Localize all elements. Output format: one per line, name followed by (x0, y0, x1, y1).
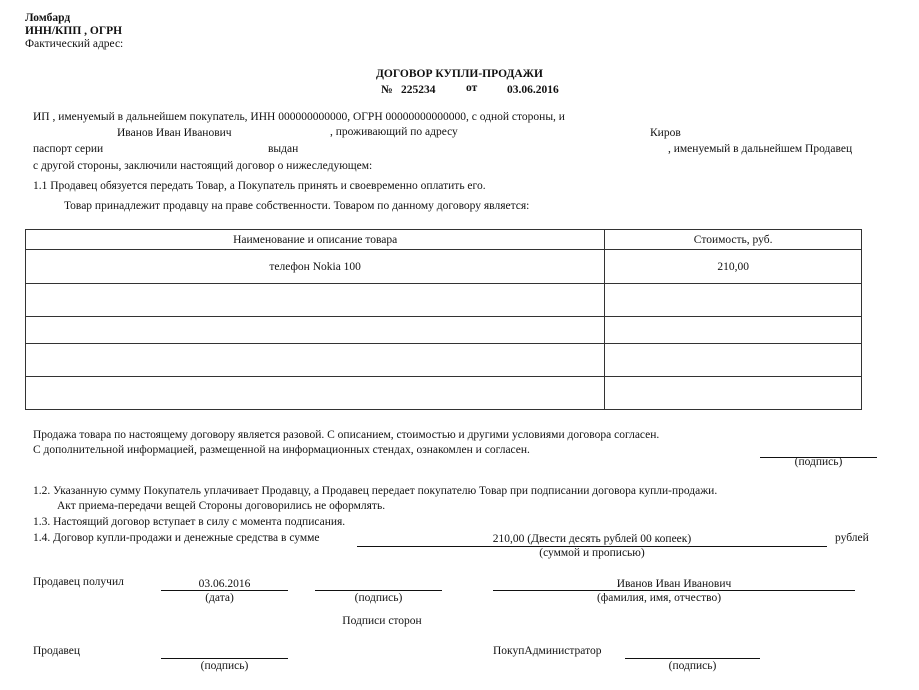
item-description (26, 317, 605, 344)
amount-caption: (суммой и прописью) (539, 547, 645, 559)
table-header-row (26, 230, 862, 250)
header-price: Стоимость, руб. (605, 230, 862, 250)
passport-label: паспорт серии (33, 143, 104, 155)
received-name: Иванов Иван Иванович (616, 578, 732, 590)
seller-received-label: Продавец получил (33, 576, 124, 588)
seller-suffix: , именуемый в дальнейшем Продавец (668, 143, 853, 155)
seller-signature-label: Продавец (33, 645, 81, 657)
intro-agreement-line: с другой стороны, заключили настоящий договор о нижеследующем: (33, 160, 373, 172)
clause-1-2: 1.2. Указанную сумму Покупатель уплачивает Продавцу, а Продавец передает покупателю Товар при подписании договора купли-продажи. (33, 485, 718, 497)
seller-signature-caption: (подпись) (200, 660, 249, 672)
goods-table (25, 229, 862, 410)
buyer-signature-line (625, 658, 760, 659)
received-name-caption: (фамилия, имя, отчество) (596, 592, 722, 604)
contract-date: 03.06.2016 (507, 84, 559, 96)
received-signature-caption: (подпись) (354, 592, 403, 604)
received-date: 03.06.2016 (198, 578, 251, 590)
header-description: Наименование и описание товара (26, 230, 605, 250)
item-description: телефон Nokia 100 (26, 250, 605, 284)
item-description (26, 377, 605, 410)
address-label: Фактический адрес: (25, 38, 124, 50)
table-row (26, 344, 862, 377)
org-name: Ломбард (25, 12, 71, 24)
terms-line-2: С дополнительной информацией, размещенной на информационных стендах, ознакомлен и согласен. (33, 444, 530, 456)
item-description (26, 284, 605, 317)
terms-signature-caption: (подпись) (794, 456, 843, 468)
terms-line-1: Продажа товара по настоящему договору является разовой. С описанием, стоимостью и другими условиями договора согласен. (33, 429, 660, 441)
item-description (26, 344, 605, 377)
table-row (26, 284, 862, 317)
buyer-signature-label: ПокупАдминистратор (493, 645, 602, 657)
act-line: Акт приема-передачи вещей Стороны договорились не оформлять. (57, 500, 386, 512)
signatures-heading: Подписи сторон (342, 615, 422, 627)
table-row (26, 377, 862, 410)
number-label: № (381, 84, 393, 96)
received-signature-line (315, 590, 442, 591)
document-title: ДОГОВОР КУПЛИ-ПРОДАЖИ (376, 68, 543, 80)
contract-number: 225234 (401, 84, 436, 96)
item-price (605, 377, 862, 410)
clause-1-3: 1.3. Настоящий договор вступает в силу с момента подписания. (33, 516, 346, 528)
currency-label: рублей (835, 532, 869, 544)
item-price (605, 284, 862, 317)
table-row (26, 250, 862, 284)
amount-value: 210,00 (Двести десять рублей 00 копеек) (492, 533, 692, 545)
ownership-line: Товар принадлежит продавцу на праве собственности. Товаром по данному договору является: (64, 200, 530, 212)
seller-signature-line (161, 658, 288, 659)
residing-label: , проживающий по адресу (330, 126, 458, 138)
seller-city: Киров (650, 127, 681, 139)
from-label: от (466, 82, 478, 94)
clause-1-1: 1.1 Продавец обязуется передать Товар, а Покупатель принять и своевременно оплатить его. (33, 180, 486, 192)
issued-label: выдан (268, 143, 299, 155)
item-price: 210,00 (605, 250, 862, 284)
item-price (605, 317, 862, 344)
clause-1-4-label: 1.4. Договор купли-продажи и денежные средства в сумме (33, 532, 320, 544)
table-row (26, 317, 862, 344)
received-date-caption: (дата) (205, 592, 234, 604)
buyer-signature-caption: (подпись) (668, 660, 717, 672)
inn-kpp-ogrn: ИНН/КПП , ОГРН (25, 25, 123, 37)
intro-buyer-line: ИП , именуемый в дальнейшем покупатель, ИНН 000000000000, ОГРН 00000000000000, с одной стороны, и (33, 111, 565, 123)
item-price (605, 344, 862, 377)
seller-name: Иванов Иван Иванович (117, 127, 232, 139)
